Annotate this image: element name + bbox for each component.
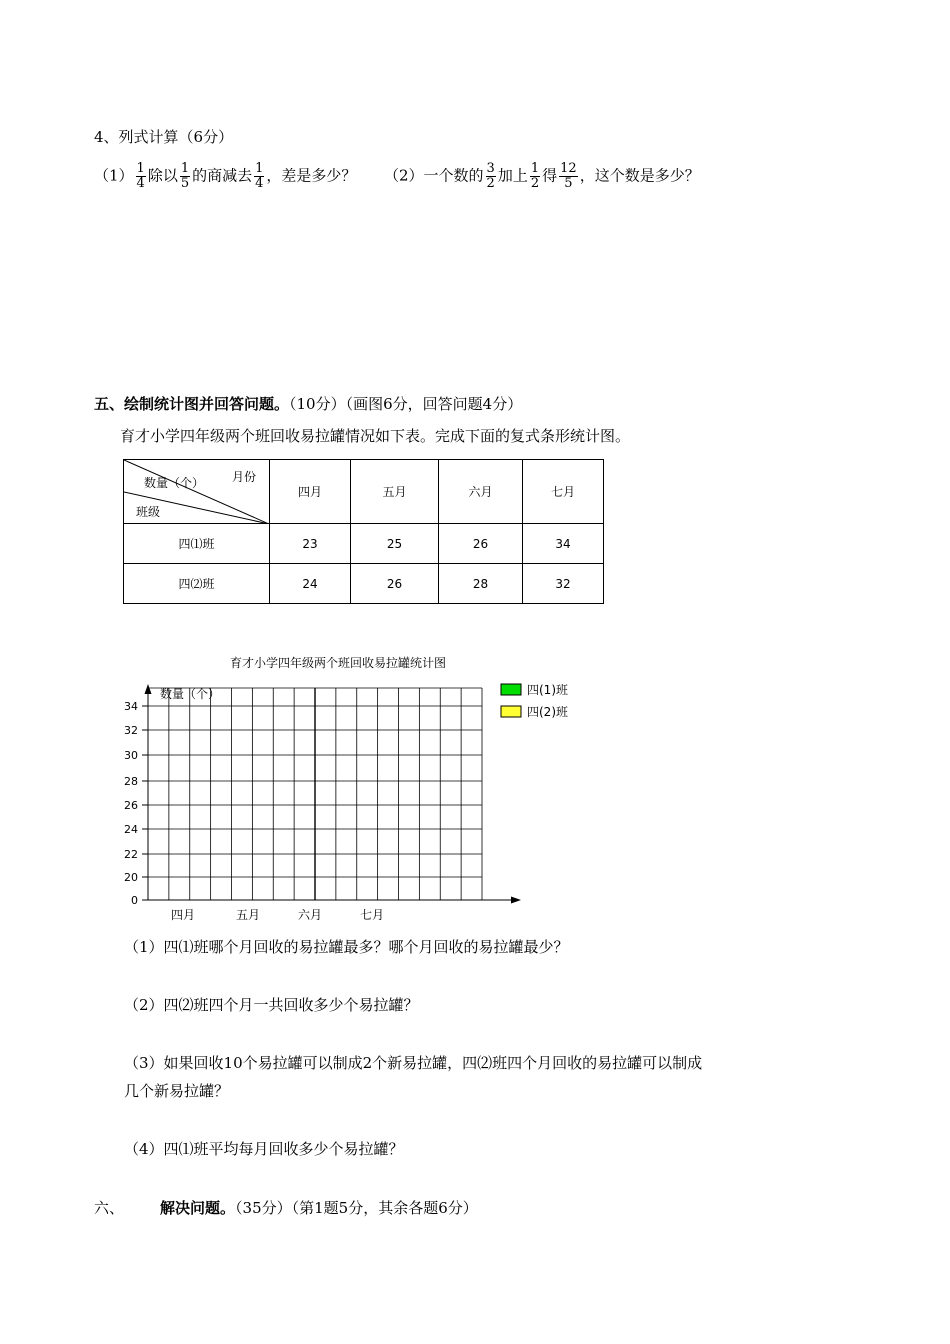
q4-problems [94,162,700,191]
legend-label: 四(2)班 [527,705,568,719]
table-header-month: 六月 [439,460,523,524]
y-tick-label: 30 [124,749,138,762]
y-tick-label: 24 [124,823,138,836]
q4-p2-text: 加上 [497,166,528,185]
y-tick-label: 32 [124,724,138,737]
bar-chart [110,650,610,922]
chart-y-label: 数量（个） [160,687,221,701]
q4-p2-text: ，这个数是多少？ [579,166,700,185]
question-3-cont: 几个新易拉罐？ [124,1082,230,1100]
section5-title-bold: 五、绘制统计图并回答问题。 [94,395,290,413]
q4-p2-text: 得 [542,166,558,185]
table-cell: 24 [270,564,351,604]
table-cell: 34 [523,524,604,564]
section6-title-rest: （35分）（第1题5分，其余各题6分） [235,1199,478,1217]
y-tick-label: 20 [124,871,138,884]
x-tick-label: 七月 [359,908,385,922]
table-header-month: 四月 [270,460,351,524]
chart-legend [501,682,568,719]
question-4: （4）四⑴班平均每月回收多少个易拉罐？ [124,1140,404,1158]
corner-qty-label: 数量（个） [144,476,205,490]
fraction: $\frac{1}{4}$ [136,161,145,191]
table-header-month: 七月 [523,460,604,524]
question-2: （2）四⑵班四个月一共回收多少个易拉罐？ [124,996,419,1014]
y-tick-label: 26 [124,799,138,812]
table-row [124,564,604,604]
corner-class-label: 班级 [136,505,161,519]
chart-axes [145,684,522,904]
table-corner-cell [124,460,270,524]
chart-y-ticks [124,700,148,907]
section6-number: 六、 [94,1199,125,1217]
question-3: （3）如果回收10个易拉罐可以制成2个新易拉罐，四⑵班四个月回收的易拉罐可以制成 [124,1054,703,1072]
fraction: $\frac{12}{5}$ [560,161,577,191]
table-row-label: 四⑴班 [124,524,270,564]
y-tick-label: 22 [124,848,138,861]
fraction: $\frac{3}{2}$ [486,161,495,191]
q4-title: 4、列式计算（6分） [94,128,234,146]
y-axis-arrow [145,684,152,694]
question-1: （1）四⑴班哪个月回收的易拉罐最多？哪个月回收的易拉罐最少？ [124,938,569,956]
chart-grid [148,688,482,900]
q4-p2-prefix: （2）一个数的 [384,166,484,185]
q4-p1-text: 的商减去 [192,166,253,185]
table-cell: 26 [439,524,523,564]
fraction: $\frac{1}{4}$ [255,161,264,191]
q4-p1-text: 除以 [147,166,178,185]
table-cell: 32 [523,564,604,604]
y-tick-label: 0 [131,894,138,907]
y-tick-label: 34 [124,700,138,713]
section5-title [94,393,522,414]
q4-p1-text: ，差是多少？ [266,166,357,185]
section6-title [94,1197,478,1218]
section6-title-bold: 解决问题。 [160,1199,236,1217]
recycle-table [123,459,604,604]
x-tick-label: 六月 [297,908,323,922]
legend-label: 四(1)班 [527,683,568,697]
legend-swatch [501,706,521,717]
table-row [124,524,604,564]
x-tick-label: 四月 [170,908,196,922]
x-tick-label: 五月 [235,908,261,922]
x-axis-arrow [511,897,521,904]
section5-title-rest: （10分）（画图6分，回答问题4分） [289,395,523,413]
chart-x-ticks [171,907,384,922]
table-header-month: 五月 [351,460,439,524]
section5-intro: 育才小学四年级两个班回收易拉罐情况如下表。完成下面的复式条形统计图。 [120,427,631,445]
legend-swatch [501,684,521,695]
fraction: $\frac{1}{2}$ [530,161,540,191]
fraction: $\frac{1}{5}$ [180,161,190,191]
q4-p1-prefix: （1） [94,166,134,185]
table-cell: 25 [351,524,439,564]
table-cell: 26 [351,564,439,604]
chart-title: 育才小学四年级两个班回收易拉罐统计图 [229,656,447,670]
corner-month-label: 月份 [232,470,257,484]
table-cell: 28 [439,564,523,604]
table-row-label: 四⑵班 [124,564,270,604]
y-tick-label: 28 [124,775,138,788]
table-cell: 23 [270,524,351,564]
